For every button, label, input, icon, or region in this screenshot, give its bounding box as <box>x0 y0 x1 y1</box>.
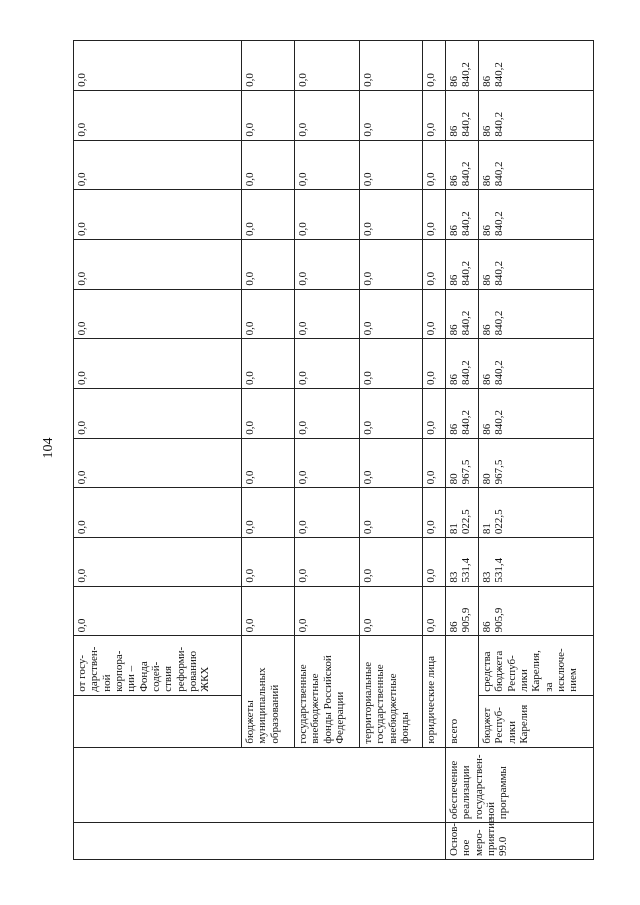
value-cell-10: 0,0 <box>423 140 446 190</box>
value-cell-3: 0,0 <box>360 488 423 538</box>
row-event-total <box>446 41 479 860</box>
event-code: Основ- ное меро- приятие 99.0 <box>446 823 594 860</box>
value-cell-11: 0,0 <box>295 90 360 140</box>
value-cell-9: 0,0 <box>242 190 295 240</box>
row-corporation-fund <box>74 41 242 860</box>
value-cell-11: 0,0 <box>242 90 295 140</box>
value-cell-4: 0,0 <box>360 438 423 488</box>
subcategory-label: от госу- дарствен- ной корпора- ции – Фонда содей- ствия реформи- рованию ЖКХ <box>74 636 242 695</box>
value-cell-6: 0,0 <box>74 339 242 389</box>
source-label: бюджеты муниципальных образований <box>242 636 295 747</box>
value-cell-11: 0,0 <box>74 90 242 140</box>
total-value-2: 83 531,4 <box>446 538 479 587</box>
budget-value-12: 86 840,2 <box>479 41 594 91</box>
total-value-7: 86 840,2 <box>446 289 479 339</box>
value-cell-8: 0,0 <box>74 239 242 289</box>
value-cell-4: 0,0 <box>295 438 360 488</box>
row-regional-budget <box>479 41 594 860</box>
value-cell-2: 0,0 <box>423 538 446 587</box>
value-cell-11: 0,0 <box>360 90 423 140</box>
value-cell-10: 0,0 <box>295 140 360 190</box>
empty-name-cell <box>74 747 446 823</box>
value-cell-8: 0,0 <box>423 239 446 289</box>
value-cell-9: 0,0 <box>423 190 446 240</box>
total-value-3: 81 022,5 <box>446 488 479 538</box>
source-label: юридические лица <box>423 636 446 747</box>
value-cell-4: 0,0 <box>242 438 295 488</box>
budget-value-9: 86 840,2 <box>479 190 594 240</box>
budget-value-2: 83 531,4 <box>479 538 594 587</box>
value-cell-8: 0,0 <box>242 239 295 289</box>
value-cell-5: 0,0 <box>295 389 360 439</box>
value-cell-8: 0,0 <box>360 239 423 289</box>
value-cell-1: 0,0 <box>295 586 360 636</box>
value-cell-7: 0,0 <box>423 289 446 339</box>
value-cell-1: 0,0 <box>423 586 446 636</box>
total-value-12: 86 840,2 <box>446 41 479 91</box>
empty-source-cell <box>74 695 242 747</box>
budget-label: бюджет Респуб- лики Карелия <box>479 695 594 747</box>
page-number: 104 <box>41 437 56 459</box>
value-cell-5: 0,0 <box>242 389 295 439</box>
budget-value-7: 86 840,2 <box>479 289 594 339</box>
value-cell-4: 0,0 <box>423 438 446 488</box>
value-cell-2: 0,0 <box>360 538 423 587</box>
value-cell-12: 0,0 <box>295 41 360 91</box>
source-label: территориальные государственные внебюджетные фонды <box>360 636 423 747</box>
value-cell-5: 0,0 <box>360 389 423 439</box>
total-value-9: 86 840,2 <box>446 190 479 240</box>
table-row <box>295 41 360 860</box>
value-cell-11: 0,0 <box>423 90 446 140</box>
value-cell-4: 0,0 <box>74 438 242 488</box>
total-value-1: 86 905,9 <box>446 586 479 636</box>
total-value-6: 86 840,2 <box>446 339 479 389</box>
total-label: всего <box>446 636 479 747</box>
value-cell-2: 0,0 <box>242 538 295 587</box>
value-cell-10: 0,0 <box>242 140 295 190</box>
budget-table-container <box>73 40 580 860</box>
value-cell-6: 0,0 <box>423 339 446 389</box>
value-cell-5: 0,0 <box>74 389 242 439</box>
table-row <box>360 41 423 860</box>
value-cell-9: 0,0 <box>74 190 242 240</box>
total-value-8: 86 840,2 <box>446 239 479 289</box>
value-cell-1: 0,0 <box>74 586 242 636</box>
value-cell-6: 0,0 <box>360 339 423 389</box>
value-cell-3: 0,0 <box>74 488 242 538</box>
total-value-11: 86 840,2 <box>446 90 479 140</box>
empty-code-cell <box>74 823 446 860</box>
table-row <box>242 41 295 860</box>
value-cell-7: 0,0 <box>242 289 295 339</box>
value-cell-10: 0,0 <box>74 140 242 190</box>
value-cell-1: 0,0 <box>360 586 423 636</box>
value-cell-12: 0,0 <box>423 41 446 91</box>
value-cell-6: 0,0 <box>295 339 360 389</box>
budget-value-4: 80 967,5 <box>479 438 594 488</box>
value-cell-3: 0,0 <box>242 488 295 538</box>
budget-sub-label: средства бюджета Респуб- лики Карелия, за исключе- нием <box>479 636 594 695</box>
total-value-5: 86 840,2 <box>446 389 479 439</box>
value-cell-2: 0,0 <box>74 538 242 587</box>
value-cell-9: 0,0 <box>360 190 423 240</box>
value-cell-12: 0,0 <box>242 41 295 91</box>
budget-value-1: 86 905,9 <box>479 586 594 636</box>
event-name: обеспечение реализации государствен- ной программы <box>446 747 594 823</box>
value-cell-8: 0,0 <box>295 239 360 289</box>
value-cell-12: 0,0 <box>360 41 423 91</box>
budget-value-10: 86 840,2 <box>479 140 594 190</box>
value-cell-10: 0,0 <box>360 140 423 190</box>
value-cell-5: 0,0 <box>423 389 446 439</box>
budget-value-6: 86 840,2 <box>479 339 594 389</box>
budget-value-5: 86 840,2 <box>479 389 594 439</box>
table-row <box>423 41 446 860</box>
total-value-4: 80 967,5 <box>446 438 479 488</box>
value-cell-2: 0,0 <box>295 538 360 587</box>
value-cell-1: 0,0 <box>242 586 295 636</box>
value-cell-6: 0,0 <box>242 339 295 389</box>
value-cell-7: 0,0 <box>360 289 423 339</box>
source-label: государственные внебюджетные фонды Российской Федерации <box>295 636 360 747</box>
budget-table <box>73 40 594 860</box>
value-cell-9: 0,0 <box>295 190 360 240</box>
value-cell-3: 0,0 <box>295 488 360 538</box>
value-cell-3: 0,0 <box>423 488 446 538</box>
value-cell-7: 0,0 <box>74 289 242 339</box>
value-cell-7: 0,0 <box>295 289 360 339</box>
budget-value-3: 81 022,5 <box>479 488 594 538</box>
total-value-10: 86 840,2 <box>446 140 479 190</box>
value-cell-12: 0,0 <box>74 41 242 91</box>
budget-value-8: 86 840,2 <box>479 239 594 289</box>
budget-value-11: 86 840,2 <box>479 90 594 140</box>
